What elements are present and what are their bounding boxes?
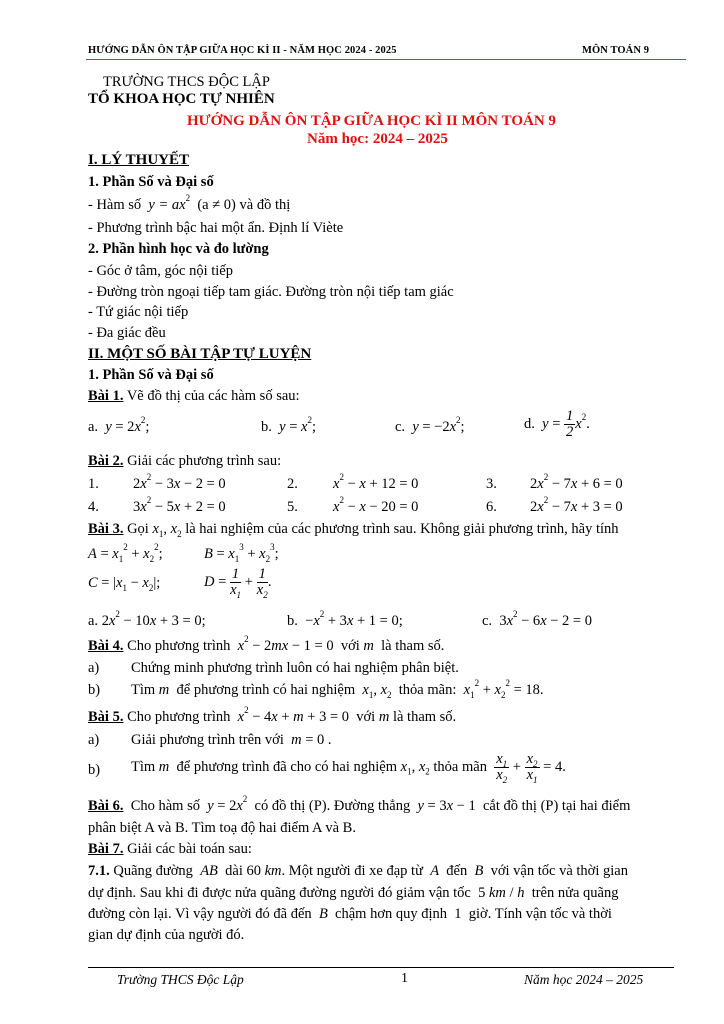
bai7-1-line1: 7.1. Quãng đường AB dài 60 km. Một người đi xe đạp từ A đến B với vận tốc và thời gian	[88, 863, 628, 879]
geo-item-4: - Đa giác đều	[88, 325, 166, 341]
bai2-num-6: 6.	[486, 499, 497, 515]
footer-school: Trường THCS Độc Lập	[117, 972, 244, 987]
bai3-b: b. $-x^2 + 3x + 1 = 0$;	[287, 609, 403, 629]
bai2-num-3: 3.	[486, 476, 497, 492]
header-subject: MÔN TOÁN 9	[582, 45, 650, 56]
bai1-d: d. y = $\frac{1}{2}$ $x^2$.	[524, 408, 590, 440]
bai2-statement: Bài 2. Giải các phương trình sau:	[88, 453, 282, 469]
bai2-eq-6: $2x^2 - 7x + 3 = 0$	[530, 495, 623, 515]
section1-heading: I. LÝ THUYẾT	[88, 152, 190, 168]
bai4-a-label: a)	[88, 660, 100, 676]
bai2-eq-3: $2x^2 - 7x + 6 = 0$	[530, 472, 623, 492]
footer-year: Năm học 2024 – 2025	[524, 972, 644, 987]
bai3-statement: Bài 3. Gọi $x_1$, $x_2$ là hai nghiệm của các phương trình sau. Không giải phương trình, hãy tính	[88, 521, 619, 539]
bai2-eq-1: $2x^2 - 3x - 2 = 0$	[133, 472, 226, 492]
page-number: 1	[401, 971, 408, 986]
bai2-eq-4: $3x^2 - 5x + 2 = 0$	[133, 495, 226, 515]
bai3-expr-B: $B = x_1^3 + x_2^3$;	[204, 542, 279, 564]
bai3-a: a. $2x^2 - 10x + 3 = 0$;	[88, 609, 206, 629]
bai2-num-1: 1.	[88, 476, 99, 492]
bai3-expr-A: $A = x_1^2 + x_2^2$;	[88, 542, 163, 564]
bai5-a-label: a)	[88, 732, 100, 748]
bai4-b-text: Tìm m để phương trình có hai nghiệm $x_1$, $x_2$ thỏa mãn: $x_1^2 + x_2^2 = 18$.	[131, 678, 544, 700]
bai7-statement: Bài 7. Giải các bài toán sau:	[88, 841, 252, 857]
bai1-c: c. $y = -2x^2$;	[395, 415, 465, 435]
bai4-a-text: Chứng minh phương trình luôn có hai nghiệm phân biệt.	[131, 660, 459, 676]
school-name: TRƯỜNG THCS ĐỘC LẬP	[103, 74, 270, 90]
bai2-num-5: 5.	[287, 499, 298, 515]
section1-part1: 1. Phần Số và Đại số	[88, 174, 214, 190]
bai5-b-text: Tìm m để phương trình đã cho có hai nghiệm $x_1$, $x_2$ thỏa mãn $\frac{x_1}{x_2}$ + $\frac{x_2}{x_1}$ = 4.	[131, 751, 566, 785]
bai6-line2: phân biệt A và B. Tìm toạ độ hai điểm A và B.	[88, 820, 356, 836]
bai3-expr-D: D = $\frac{1}{x_1}$ + $\frac{1}{x_2}$ .	[204, 566, 272, 600]
department-name: TỔ KHOA HỌC TỰ NHIÊN	[88, 91, 275, 107]
bai6-statement: Bài 6. Cho hàm số $y = 2x^2$ có đồ thị (P). Đường thẳng y = 3x − 1 cắt đồ thị (P) tại hai điểm	[88, 794, 631, 814]
geo-item-3: - Tứ giác nội tiếp	[88, 304, 189, 320]
bai1-statement: Bài 1. Vẽ đồ thị của các hàm số sau:	[88, 388, 300, 404]
document-title: HƯỚNG DẪN ÔN TẬP GIỮA HỌC KÌ II MÔN TOÁN 9	[187, 113, 556, 129]
header-title: HƯỚNG DẪN ÔN TẬP GIỮA HỌC KÌ II - NĂM HỌC 2024 - 2025	[88, 45, 397, 56]
bai2-num-4: 4.	[88, 499, 99, 515]
bai3-expr-C: $C = |x_1 - x_2|$;	[88, 575, 161, 593]
bai7-1-line4: gian dự định của người đó.	[88, 927, 245, 943]
bai3-c: c. $3x^2 - 6x - 2 = 0$	[482, 609, 592, 629]
section1-part2: 2. Phần hình học và đo lường	[88, 241, 269, 257]
bai1-a: a. $y = 2x^2$;	[88, 415, 150, 435]
bai5-b-label: b)	[88, 762, 101, 778]
school-year: Năm học: 2024 – 2025	[307, 131, 448, 147]
theory-item-2: - Phương trình bậc hai một ẩn. Định lí Viète	[88, 220, 344, 236]
header-divider	[86, 59, 686, 60]
bai2-eq-2: $x^2 - x + 12 = 0$	[333, 472, 419, 492]
geo-item-2: - Đường tròn ngoại tiếp tam giác. Đường tròn nội tiếp tam giác	[88, 284, 454, 300]
section2-part1: 1. Phần Số và Đại số	[88, 367, 214, 383]
bai4-statement: Bài 4. Cho phương trình $x^2 - 2mx - 1 = 0$ với m là tham số.	[88, 634, 445, 654]
bai7-1-line3: đường còn lại. Vì vậy người đó đã đến B chậm hơn quy định 1 giờ. Tính vận tốc và thời	[88, 906, 612, 922]
bai7-1-line2: dự định. Sau khi đi được nửa quãng đường người đó giảm vận tốc 5 km / h trên nửa quãng	[88, 885, 619, 901]
geo-item-1: - Góc ở tâm, góc nội tiếp	[88, 263, 233, 279]
bai2-num-2: 2.	[287, 476, 298, 492]
section2-heading: II. MỘT SỐ BÀI TẬP TỰ LUYỆN	[88, 346, 312, 362]
bai5-statement: Bài 5. Cho phương trình $x^2 - 4x + m + 3 = 0$ với m là tham số.	[88, 705, 457, 725]
bai4-b-label: b)	[88, 682, 101, 698]
bai1-b: b. $y = x^2$;	[261, 415, 316, 435]
footer-divider	[88, 967, 674, 968]
bai2-eq-5: $x^2 - x - 20 = 0$	[333, 495, 419, 515]
bai5-a-text: Giải phương trình trên với m = 0 .	[131, 732, 332, 748]
theory-item-1: - Hàm số $y = ax^2$ (a ≠ 0) và đồ thị	[88, 193, 291, 213]
